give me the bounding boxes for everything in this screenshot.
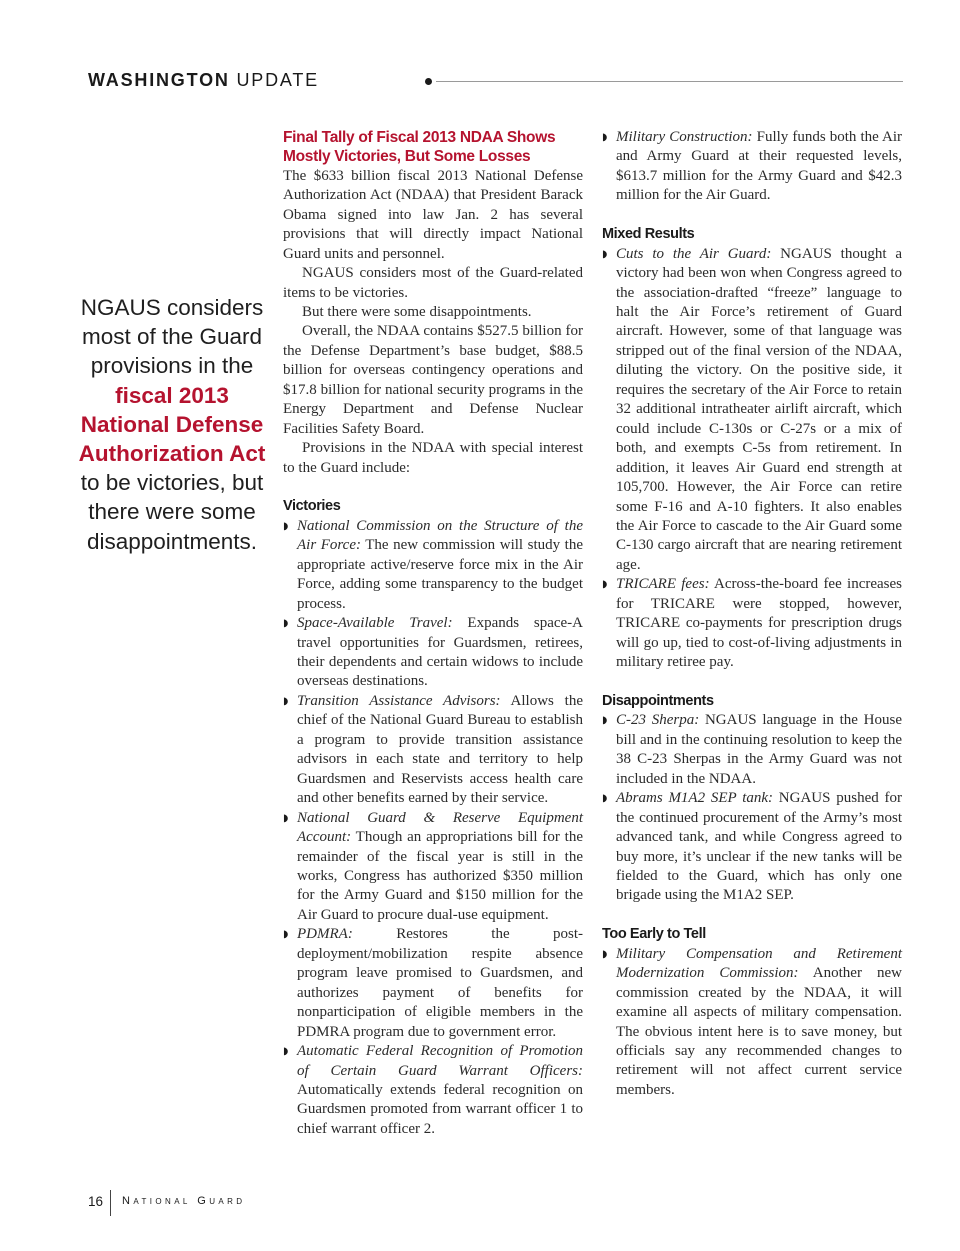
article-headline: Final Tally of Fiscal 2013 NDAA Shows Mostly Victories, But Some Losses xyxy=(283,129,556,166)
list-item xyxy=(283,692,583,809)
list-item xyxy=(283,517,583,614)
item-term: Military Construction: xyxy=(616,129,753,145)
pull-quote-after: to be victories, but there were some disappointments. xyxy=(80,470,264,554)
item-term: Abrams M1A2 SEP tank: xyxy=(616,790,774,807)
footer-divider xyxy=(110,1190,111,1216)
item-text: Fully funds both the Air and Army Guard at their requested levels, $613.7 million for the Army Guard and $42.3 million for the Air Guard. xyxy=(616,129,903,204)
list-item xyxy=(602,789,902,906)
section-title-bold: WASHINGTON xyxy=(88,70,230,90)
list-item xyxy=(602,575,902,672)
article-column-1 xyxy=(283,128,583,1139)
bullet-triangle-icon: ◗ xyxy=(602,948,608,960)
item-text: NGAUS language in the House bill and in the continuing resolution to keep the 38 C-23 Sherpas in the Army Guard was not included in the NDAA. xyxy=(616,712,902,787)
section-title-rest: UPDATE xyxy=(229,70,319,90)
article-paragraph: Provisions in the NDAA with special interest to the Guard include: xyxy=(283,440,583,476)
item-text: The new commission will study the appropriate active/reserve force mix in the Air Force, adding some transparency to the budget process. xyxy=(297,537,583,612)
section-header xyxy=(88,68,903,94)
list-item xyxy=(283,809,583,926)
item-term: National Guard & Reserve Equipment Account: xyxy=(297,809,583,846)
bullet-triangle-icon: ◗ xyxy=(602,579,608,591)
pull-quote-highlight: fiscal 2013 National Defense Authorization Act xyxy=(78,382,266,467)
article-paragraph: But there were some disappointments. xyxy=(302,303,532,320)
item-term: Automatic Federal Recognition of Promotion of Certain Guard Warrant Officers: xyxy=(297,1043,583,1079)
list-item xyxy=(602,245,902,576)
subheading-disappointments: Disappointments xyxy=(602,692,714,709)
item-text: Across-the-board fee increases for TRICARE were stopped, however, TRICARE co-payments for prescription drugs will go up, tied to cost-of-living adjustments in military retiree pay. xyxy=(616,576,902,671)
bullet-triangle-icon: ◗ xyxy=(283,695,289,707)
bullet-triangle-icon: ◗ xyxy=(283,929,289,941)
item-text: Allows the chief of the National Guard Bureau to establish a program to provide transition assistance advisors in each state and territory to help Guardsmen and Reservists access health care and other benefits earned by their service. xyxy=(297,692,583,807)
item-term: National Commission on the Structure of the Air Force: xyxy=(297,517,583,554)
item-text: Expands space-A travel opportunities for Guardsmen, retirees, their dependents and certain widows to include overseas destinations. xyxy=(297,615,584,690)
list-item xyxy=(283,614,583,692)
item-text: Automatically extends federal recognition on Guardsmen promoted from warrant officer 1 to chief warrant officer 2. xyxy=(297,1082,583,1137)
item-text: Another new commission created by the NDAA, it will examine all aspects of military compensation. The obvious intent here is to save money, but officials say any recommended changes to retirement will not affect current service members. xyxy=(616,965,902,1098)
item-term: Military Compensation and Retirement Modernization Commission: xyxy=(616,945,902,982)
header-rule xyxy=(436,81,903,82)
magazine-name: National Guard xyxy=(122,1195,246,1207)
item-term: PDMRA: xyxy=(297,926,353,943)
item-text: Though an appropriations bill for the remainder of the fiscal year is still in the works, Congress has authorized $350 million for the Army Guard and $150 million for the Air Guard to procure dual-use equipment. xyxy=(297,829,583,923)
item-term: TRICARE fees: xyxy=(616,576,710,593)
list-item xyxy=(283,925,583,1042)
bullet-triangle-icon: ◗ xyxy=(602,715,608,727)
item-text: NGAUS pushed for the continued procurement of the Army’s most advanced tank, and while Congress agreed to buy more, it’s unclear if the new tanks will be fielded to the Guard, which has only one brigade using the M1A2 SEP. xyxy=(616,790,902,904)
page-number: 16 xyxy=(88,1194,104,1209)
article-paragraph: The $633 billion fiscal 2013 National Defense Authorization Act (NDAA) that President Barack Obama signed into law Jan. 2 has several provisions that will directly impact National Guard units and personnel. xyxy=(283,167,583,262)
list-item xyxy=(602,128,902,206)
pull-quote xyxy=(74,293,270,556)
bullet-triangle-icon: ◗ xyxy=(283,1046,289,1058)
item-text: NGAUS thought a victory had been won when Congress agreed to the association-drafted “freeze” language to halt the Air Force’s retirement of Guard aircraft. However, some of that language was stripped out of the final version of the NDAA, diluting the victory. On the positive side, it requires the secretary of the Air Force to retain 32 additional intratheater airlift aircraft, which could include C-130s or C-27s or a mix of both, and exempts C-5s from retirement. In addition, it leaves Air Guard end strength at 105,700. However, the Air Force can retire some F-16 and A-10 fighters. It also enables the Air Force to cascade to the Air Guard some C-130 cargo aircraft that are nearing retirement age. xyxy=(616,245,902,573)
article-paragraph: NGAUS considers most of the Guard-related items to be victories. xyxy=(283,265,583,301)
subheading-too-early-to-tell: Too Early to Tell xyxy=(602,926,706,943)
subheading-victories: Victories xyxy=(283,498,341,515)
item-term: C-23 Sherpa: xyxy=(616,712,700,729)
subheading-mixed-results: Mixed Results xyxy=(602,226,695,243)
dot-icon xyxy=(425,78,432,85)
article-paragraph: Overall, the NDAA contains $527.5 billion for the Defense Department’s base budget, $88.5 billion for overseas contingency operations and $17.8 billion for national security programs in the Energy Department and Defense Nuclear Facilities Safety Board. xyxy=(283,323,583,437)
bullet-triangle-icon: ◗ xyxy=(283,618,289,630)
bullet-triangle-icon: ◗ xyxy=(602,248,608,260)
bullet-triangle-icon: ◗ xyxy=(602,793,608,805)
list-item xyxy=(283,1042,583,1139)
item-term: Cuts to the Air Guard: xyxy=(616,245,772,262)
item-term: Transition Assistance Advisors: xyxy=(297,692,501,709)
item-text: Restores the post-deployment/mobilization respite absence program leave promised to Guardsmen, and authorizes payment of benefits for nonparticipation of eligible members in the PDMRA program due to government error. xyxy=(297,926,583,1040)
section-title xyxy=(88,70,319,91)
item-term: Space-Available Travel: xyxy=(297,615,453,632)
bullet-triangle-icon: ◗ xyxy=(602,132,608,143)
bullet-triangle-icon: ◗ xyxy=(283,520,289,532)
bullet-triangle-icon: ◗ xyxy=(283,812,289,824)
list-item xyxy=(602,711,902,789)
list-item xyxy=(602,945,902,1101)
pull-quote-before: NGAUS considers most of the Guard provisions in the xyxy=(80,295,264,379)
article-column-2 xyxy=(602,128,902,1100)
